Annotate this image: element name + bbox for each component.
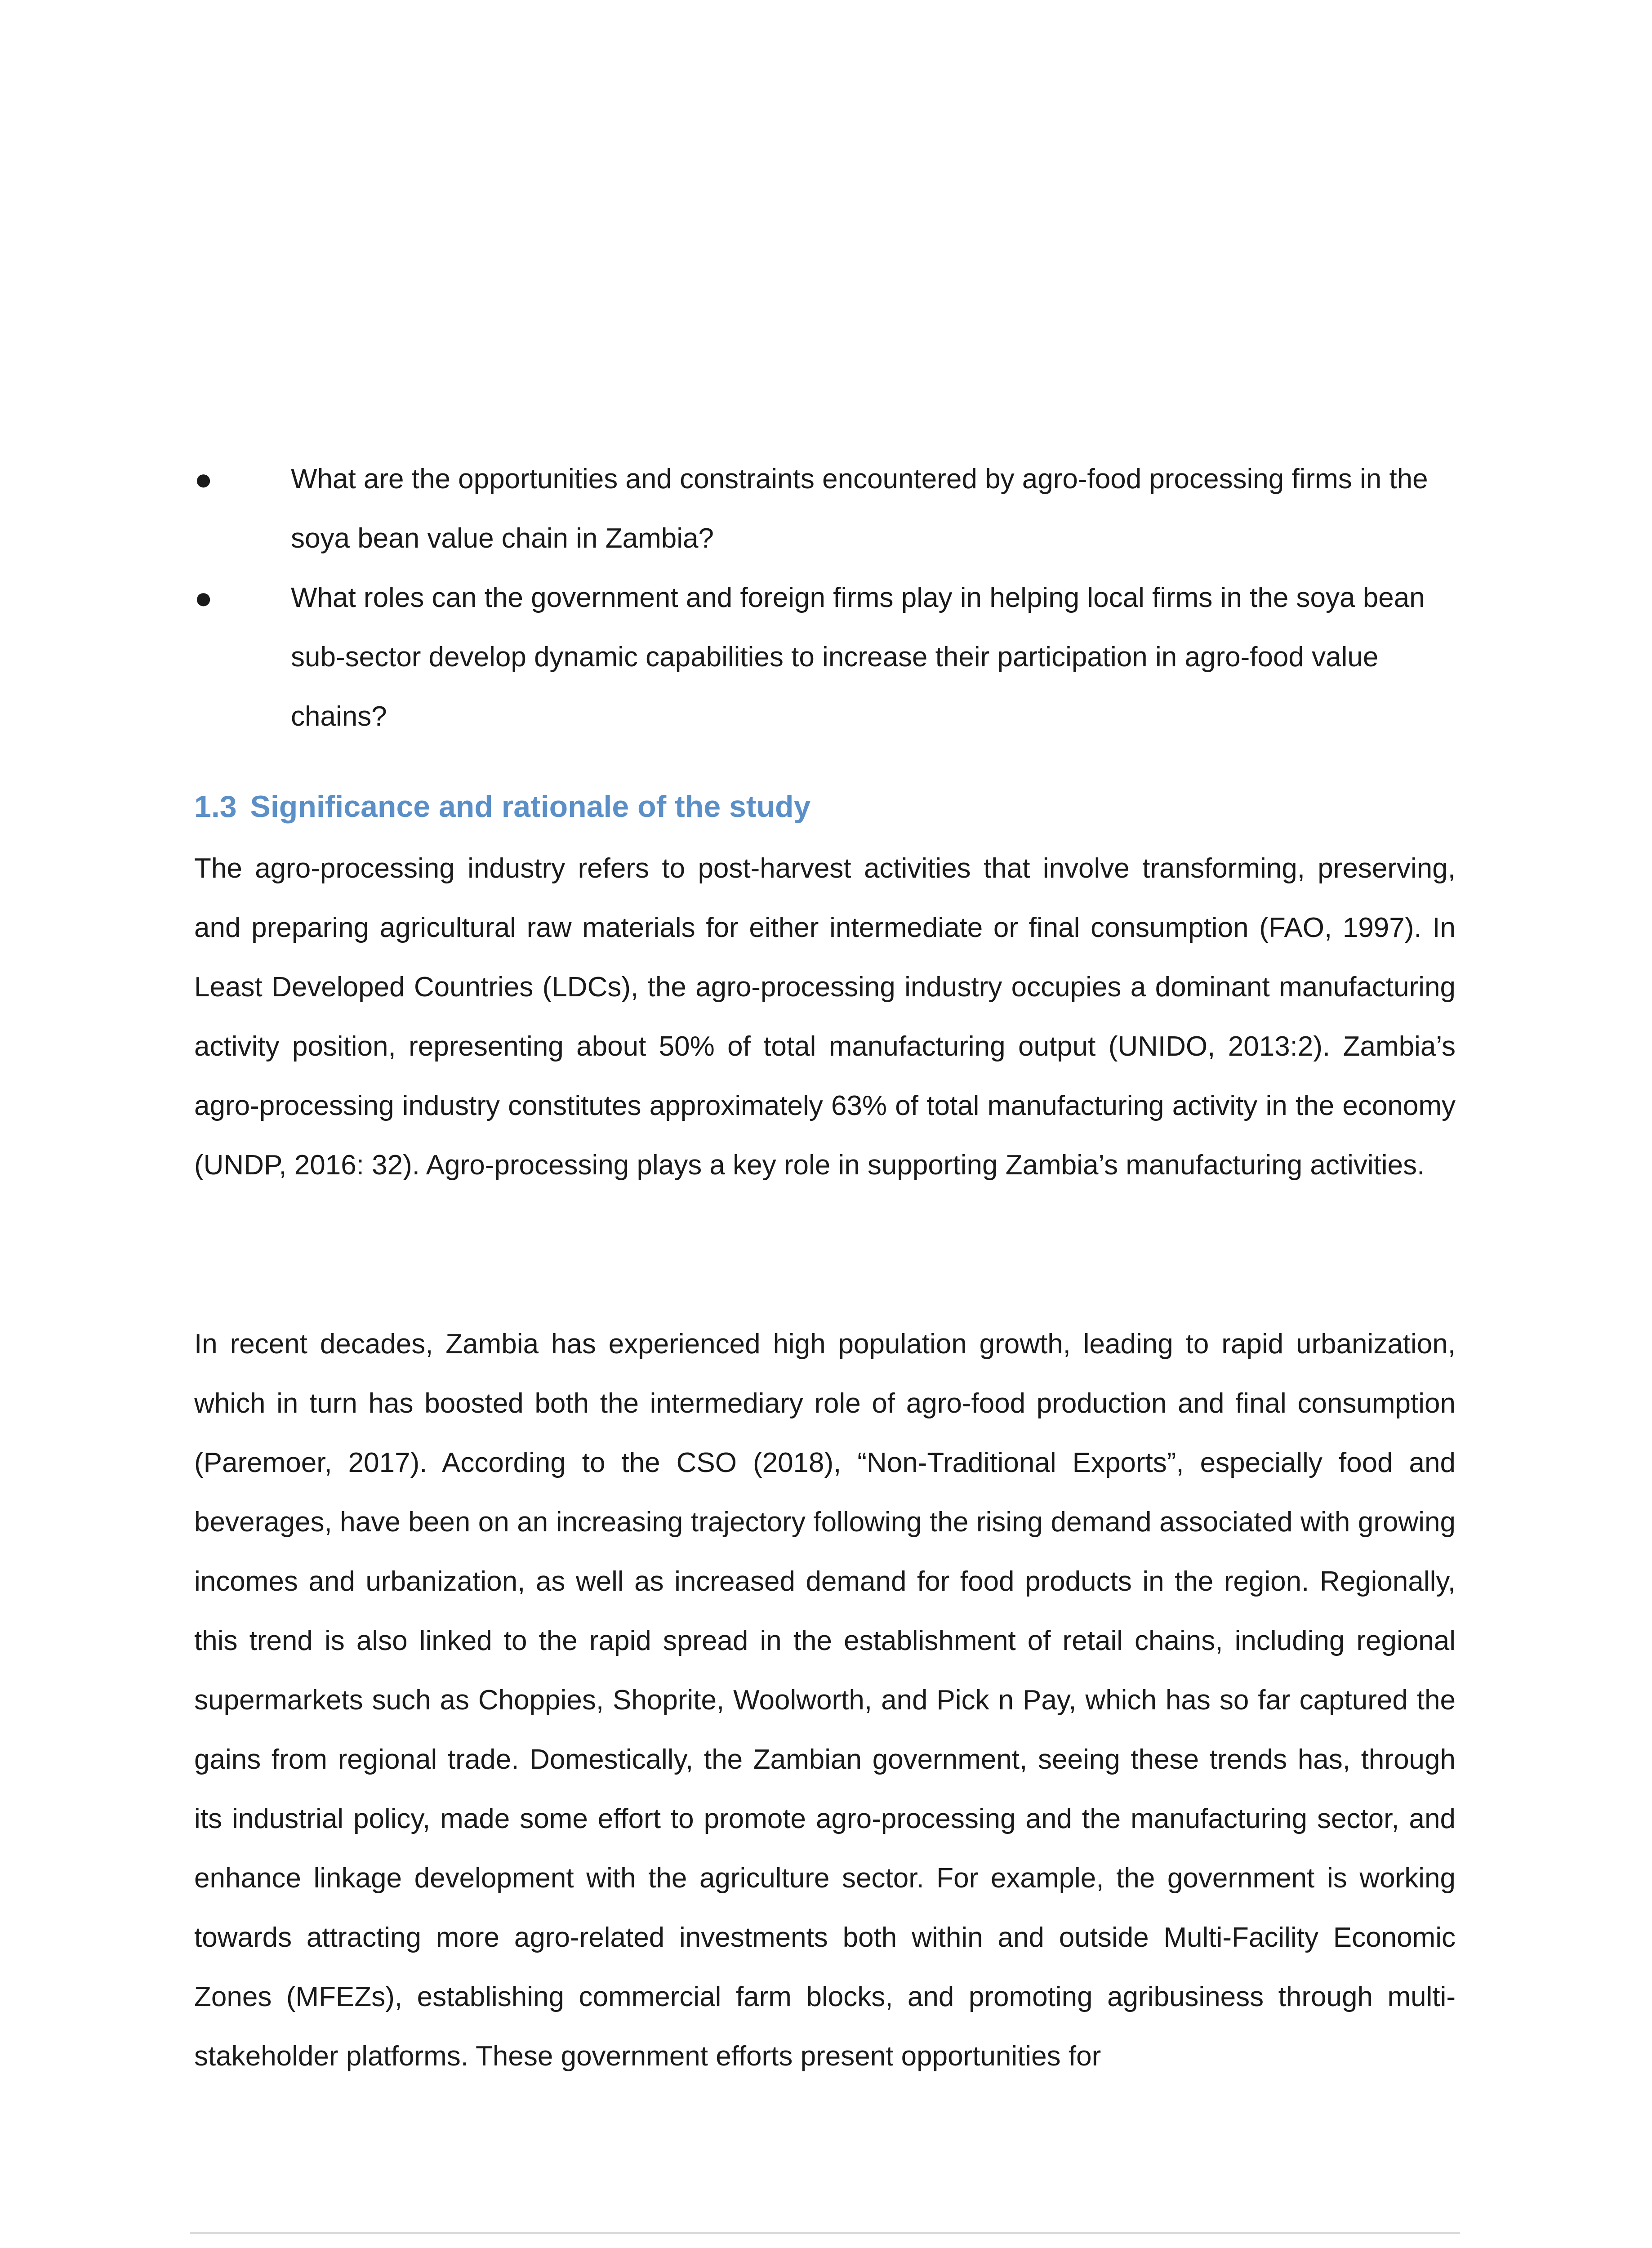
list-item [194,450,1456,568]
list-item-text: What roles can the government and foreign firms play in helping local firms in the soya bean sub-sector develop dynamic capabilities to increase their participation in agro-food value chains? [291,582,1425,732]
list-item [194,568,1456,746]
list-item-text: What are the opportunities and constraints encountered by agro-food processing firms in the soya bean value chain in Zambia? [291,464,1428,554]
footer-divider [190,2232,1460,2234]
paragraph: In recent decades, Zambia has experienced high population growth, leading to rapid urbanization, which in turn has boosted both the intermediary role of agro-food production and final consumption (Paremoer, 2017). According to the CSO (2018), “Non-Traditional Exports”, especially food and beverages, have been on an increasing trajectory following the rising demand associated with growing incomes and urbanization, as well as increased demand for food products in the region. Regionally, this trend is also linked to the rapid spread in the establishment of retail chains, including regional supermarkets such as Choppies, Shoprite, Woolworth, and Pick n Pay, which has so far captured the gains from regional trade. Domestically, the Zambian government, seeing these trends has, through its industrial policy, made some effort to promote agro-processing and the manufacturing sector, and enhance linkage development with the agriculture sector. For example, the government is working towards attracting more agro-related investments both within and outside Multi-Facility Economic Zones (MFEZs), establishing commercial farm blocks, and promoting agribusiness through multi-stakeholder platforms. These government efforts present opportunities for [194,1329,1456,2072]
section-heading [194,777,1456,836]
bullet-icon: ● [194,581,213,615]
research-questions-list [194,450,1456,746]
section-number: 1.3 [194,789,237,824]
section-title: Significance and rationale of the study [250,789,811,824]
paragraph: The agro-processing industry refers to post-harvest activities that involve transforming, preserving, and preparing agricultural raw materials for either intermediate or final consumption (FAO, 1997). In Least Developed Countries (LDCs), the agro-processing industry occupies a dominant manufacturing activity position, representing about 50% of total manufacturing output (UNIDO, 2013:2). Zambia’s agro-processing industry constitutes approximately 63% of total manufacturing activity in the economy (UNDP, 2016: 32). Agro-processing plays a key role in supporting Zambia’s manufacturing activities. [194,853,1456,1181]
bullet-icon: ● [194,462,213,496]
